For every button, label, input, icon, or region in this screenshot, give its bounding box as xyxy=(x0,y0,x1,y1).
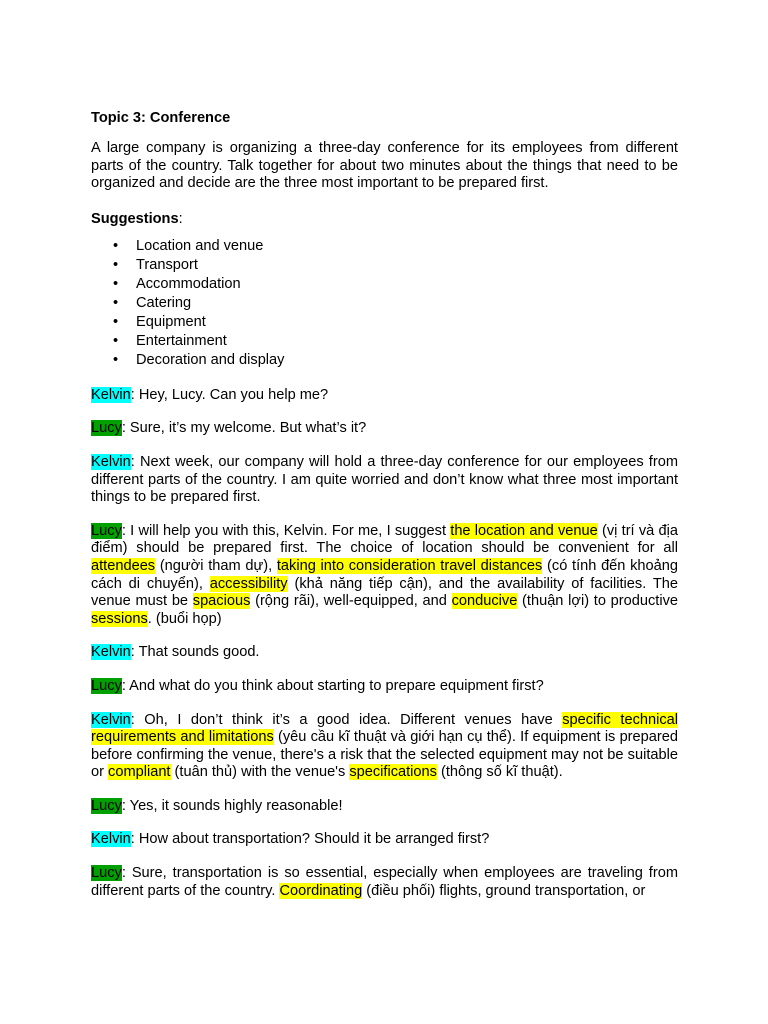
highlighted-term: conducive xyxy=(451,593,518,610)
dialogue-turn xyxy=(91,420,678,438)
suggestions-colon: : xyxy=(178,210,183,227)
speaker-name: Kelvin xyxy=(91,831,131,848)
highlighted-term: spacious xyxy=(192,593,251,610)
highlighted-term: sessions xyxy=(91,610,148,627)
dialogue-turn xyxy=(91,523,678,629)
suggestions-label: Suggestions xyxy=(91,210,179,227)
dialogue-text: : And what do you think about starting to prepare equipment first? xyxy=(121,677,544,694)
suggestion-item: • Accommodation xyxy=(91,275,678,294)
dialogue-turn xyxy=(91,644,678,662)
dialogue-text: (điều phối) flights, ground transportation, or xyxy=(362,882,646,899)
intro-paragraph: A large company is organizing a three-day conference for its employees from different parts of the country. Talk together for about two minutes about the things that need to be organized and decide are the three most important to be prepared first. xyxy=(91,140,678,192)
dialogue-text: (vị trí và địa điểm) should be prepared first. The choice of location should be convenient for all xyxy=(91,522,678,557)
suggestion-item: • Catering xyxy=(91,294,678,313)
highlighted-term: compliant xyxy=(108,764,171,781)
dialogue-text: : Oh, I don’t think it’s a good idea. Different venues have xyxy=(130,711,563,728)
topic-title: Topic 3: Conference xyxy=(91,110,231,126)
dialogue-text: : Yes, it sounds highly reasonable! xyxy=(121,797,343,814)
suggestions-heading xyxy=(91,210,678,228)
highlighted-term: the location and venue xyxy=(450,522,598,539)
speaker-name: Kelvin xyxy=(91,386,131,403)
dialogue-text: (có tính đến khoảng cách di chuyển), xyxy=(91,557,679,592)
dialogue-turn xyxy=(91,865,678,900)
dialogue-turn xyxy=(91,798,678,816)
dialogue-text: (khả năng tiếp cận), and the availability of facilities. The venue must be xyxy=(91,575,678,610)
dialogue-text: : Next week, our company will hold a three-day conference for our employees from different parts of the country. I am quite worried and don’t know what three most important things to be prepared first. xyxy=(91,453,678,506)
dialogue-text: : Hey, Lucy. Can you help me? xyxy=(130,386,329,403)
suggestion-item: • Decoration and display xyxy=(91,351,678,370)
highlighted-term: accessibility xyxy=(209,575,288,592)
speaker-name: Kelvin xyxy=(91,711,131,728)
dialogue-text: : How about transportation? Should it be arranged first? xyxy=(130,831,490,848)
dialogue-text: . (buổi họp) xyxy=(147,610,222,627)
dialogue-text: : Sure, it’s my welcome. But what’s it? xyxy=(121,420,367,437)
dialogue-turn xyxy=(91,387,678,405)
highlighted-term: attendees xyxy=(91,557,156,574)
highlighted-term: taking into consideration travel distances xyxy=(276,557,543,574)
dialogue-text: (tuân thủ) with the venue's xyxy=(170,764,350,781)
dialogue-turn xyxy=(91,678,678,696)
dialogue-text: (thuận lợi) to productive xyxy=(517,593,678,610)
speaker-name: Kelvin xyxy=(91,453,131,470)
suggestion-item: • Equipment xyxy=(91,313,678,332)
dialogue-text: : Sure, transportation is so essential, especially when employees are traveling from different parts of the country. xyxy=(91,865,678,899)
dialogue-turn xyxy=(91,831,678,849)
dialogue-text: (thông số kĩ thuật). xyxy=(436,764,563,781)
suggestions-list xyxy=(91,237,678,370)
speaker-name: Lucy xyxy=(91,420,122,437)
suggestion-item: • Transport xyxy=(91,256,678,275)
suggestion-item: • Location and venue xyxy=(91,237,678,256)
dialogue-text: (rộng rãi), well-equipped, and xyxy=(250,593,452,610)
speaker-name: Lucy xyxy=(91,865,122,882)
speaker-name: Lucy xyxy=(91,677,122,694)
highlighted-term: specific technical requirements and limitations xyxy=(91,711,678,746)
highlighted-term: specifications xyxy=(349,764,437,781)
dialogue-text: : I will help you with this, Kelvin. For me, I suggest xyxy=(121,522,451,539)
document-content xyxy=(91,109,678,916)
speaker-name: Lucy xyxy=(91,522,122,539)
highlighted-term: Coordinating xyxy=(279,882,363,899)
dialogue-text: (người tham dự), xyxy=(155,557,277,574)
dialogue-text: (yêu cầu kĩ thuật và giới hạn cụ thể). If equipment is prepared before confirming the venue, there's a risk that the selected equipment may not be suitable or xyxy=(91,729,678,781)
speaker-name: Lucy xyxy=(91,797,122,814)
speaker-name: Kelvin xyxy=(91,644,131,661)
dialogue xyxy=(91,387,678,900)
dialogue-turn xyxy=(91,454,678,507)
dialogue-text: : That sounds good. xyxy=(130,644,260,661)
suggestion-item: • Entertainment xyxy=(91,332,678,351)
dialogue-turn xyxy=(91,712,678,782)
